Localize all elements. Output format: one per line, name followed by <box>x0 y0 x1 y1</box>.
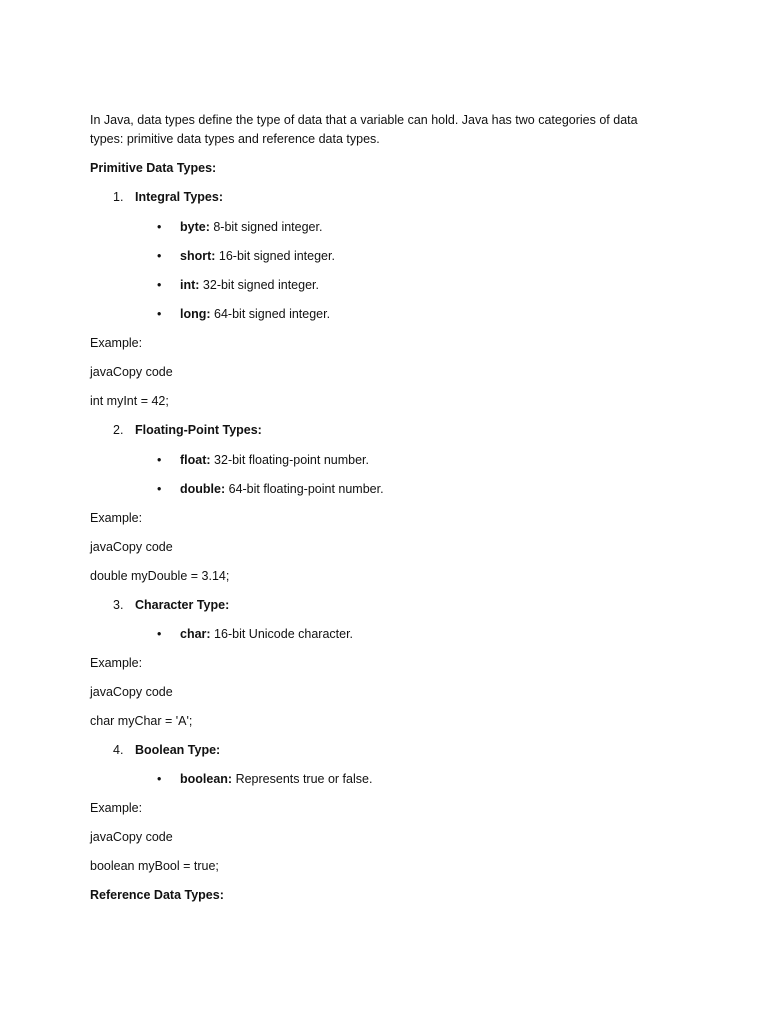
primitive-heading: Primitive Data Types: <box>90 161 217 175</box>
section-number: 4. <box>113 743 124 757</box>
example-label: Example: <box>90 801 143 815</box>
section-number: 2. <box>113 423 124 437</box>
code-line: char myChar = 'A'; <box>90 714 193 728</box>
bullet-icon: • <box>157 278 162 292</box>
section-title: Integral Types: <box>135 190 223 204</box>
bullet-icon: • <box>157 307 162 321</box>
reference-heading: Reference Data Types: <box>90 888 224 902</box>
list-item: byte: 8-bit signed integer. <box>180 220 323 234</box>
bullet-icon: • <box>157 249 162 263</box>
section-title: Boolean Type: <box>135 743 221 757</box>
section-number: 3. <box>113 598 124 612</box>
code-line: int myInt = 42; <box>90 394 169 408</box>
section-title: Character Type: <box>135 598 230 612</box>
list-item: char: 16-bit Unicode character. <box>180 627 354 641</box>
code-line: double myDouble = 3.14; <box>90 569 230 583</box>
section-title: Floating-Point Types: <box>135 423 262 437</box>
example-label: Example: <box>90 511 143 525</box>
copy-code-label: javaCopy code <box>90 365 173 379</box>
code-line: boolean myBool = true; <box>90 859 219 873</box>
list-item: int: 32-bit signed integer. <box>180 278 319 292</box>
bullet-icon: • <box>157 453 162 467</box>
bullet-icon: • <box>157 220 162 234</box>
copy-code-label: javaCopy code <box>90 540 173 554</box>
copy-code-label: javaCopy code <box>90 830 173 844</box>
example-label: Example: <box>90 656 143 670</box>
list-item: float: 32-bit floating-point number. <box>180 453 369 467</box>
section-number: 1. <box>113 190 124 204</box>
bullet-icon: • <box>157 627 162 641</box>
list-item: double: 64-bit floating-point number. <box>180 482 384 496</box>
bullet-icon: • <box>157 482 162 496</box>
list-item: long: 64-bit signed integer. <box>180 307 331 321</box>
copy-code-label: javaCopy code <box>90 685 173 699</box>
example-label: Example: <box>90 336 143 350</box>
intro-line-1: In Java, data types define the type of data that a variable can hold. Java has two categories of data <box>90 113 638 127</box>
bullet-icon: • <box>157 772 162 786</box>
intro-line-2: types: primitive data types and reference data types. <box>90 132 380 146</box>
list-item: boolean: Represents true or false. <box>180 772 373 786</box>
list-item: short: 16-bit signed integer. <box>180 249 335 263</box>
